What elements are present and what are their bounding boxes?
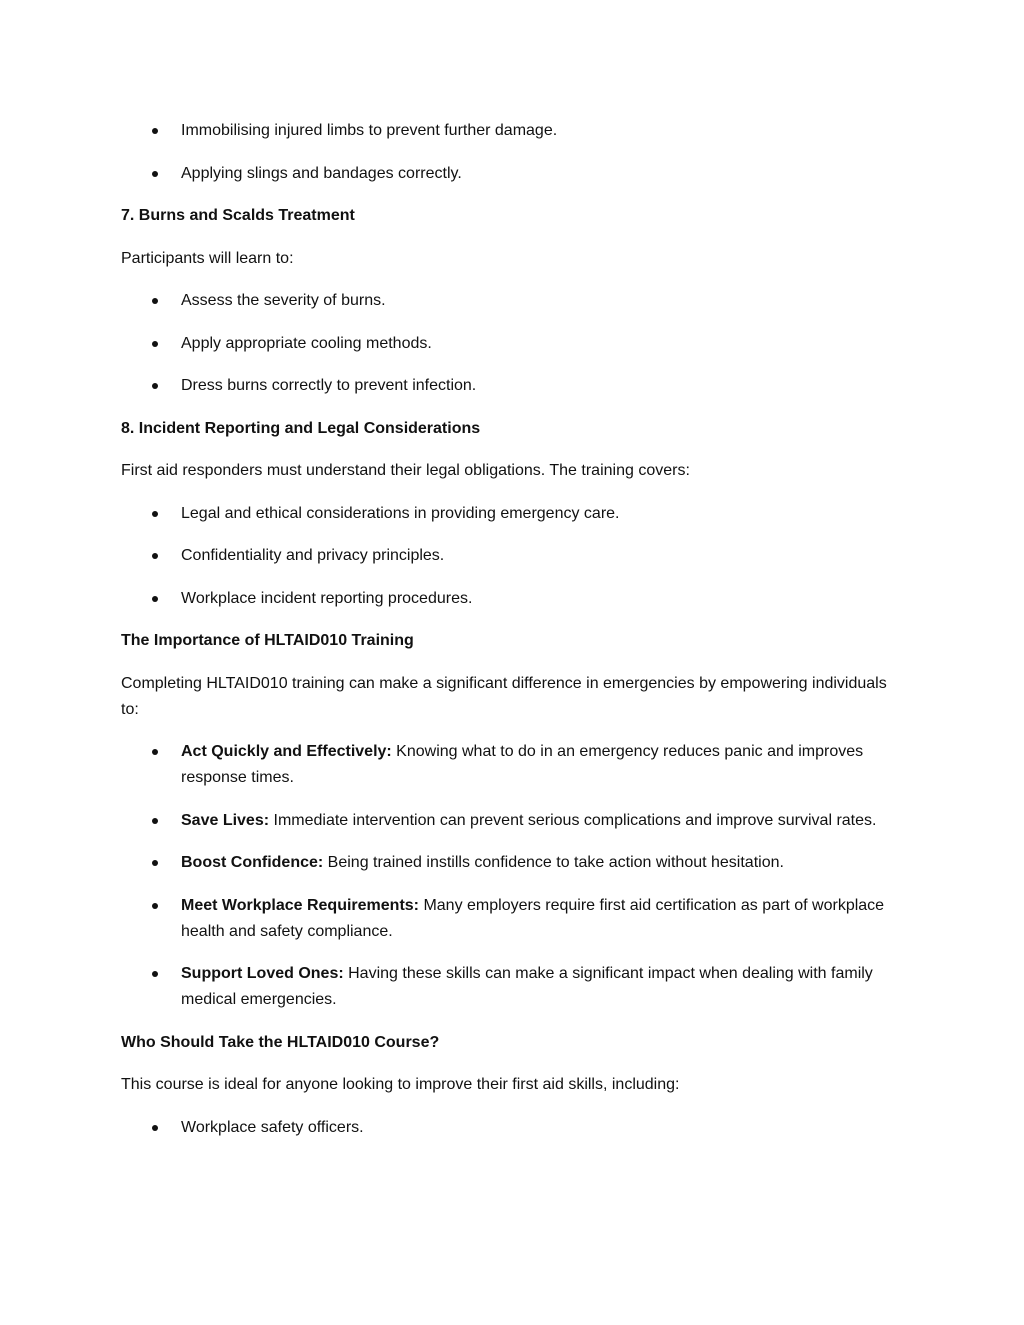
list-item — [121, 373, 901, 399]
section-intro-burns: Participants will learn to: — [121, 249, 294, 267]
section-intro-incident: First aid responders must understand their legal obligations. The training covers: — [121, 462, 690, 479]
list-item — [121, 586, 901, 612]
list-item-text: Apply appropriate cooling methods. — [181, 334, 432, 352]
list-item — [121, 808, 901, 834]
list-item-text: Confidentiality and privacy principles. — [181, 547, 445, 564]
list-item — [121, 161, 901, 187]
section-intro-who: This course is ideal for anyone looking to improve their first aid skills, including: — [121, 1076, 680, 1093]
list-item — [121, 543, 901, 569]
list-item — [121, 288, 901, 314]
bullet-icon — [152, 341, 158, 347]
bullet-icon — [152, 1125, 158, 1131]
bullet-icon — [152, 860, 158, 866]
bullet-list-importance — [121, 739, 901, 1013]
list-item — [121, 739, 901, 791]
list-item — [121, 1115, 901, 1141]
section-heading-who: Who Should Take the HLTAID010 Course? — [121, 1033, 440, 1051]
list-item-label: Act Quickly and Effectively: — [181, 743, 392, 760]
bullet-icon — [152, 128, 158, 134]
bullet-icon — [152, 298, 158, 304]
list-item-text: Assess the severity of burns. — [181, 292, 386, 309]
section-heading-incident: 8. Incident Reporting and Legal Considerations — [121, 419, 481, 437]
list-item — [121, 331, 901, 357]
section-heading-burns: 7. Burns and Scalds Treatment — [121, 207, 355, 224]
bullet-icon — [152, 511, 158, 517]
bullet-icon — [152, 553, 158, 559]
list-item-text: Applying slings and bandages correctly. — [181, 164, 462, 182]
list-item-text: Having these skills can make a significant impact when dealing with family medical emergencies. — [181, 965, 873, 1008]
bullet-list-burns — [121, 288, 901, 399]
list-item-text: Workplace safety officers. — [181, 1118, 364, 1136]
bullet-list-who — [121, 1115, 901, 1141]
list-item-text: Dress burns correctly to prevent infection. — [181, 377, 477, 394]
section-heading-importance: The Importance of HLTAID010 Training — [121, 632, 414, 649]
bullet-icon — [152, 383, 158, 389]
bullet-icon — [152, 971, 158, 977]
bullet-icon — [152, 749, 158, 755]
list-item — [121, 850, 901, 876]
bullet-list-incident — [121, 501, 901, 612]
list-item — [121, 961, 901, 1013]
list-item-label: Boost Confidence: — [181, 854, 324, 871]
list-item-text: Legal and ethical considerations in providing emergency care. — [181, 504, 620, 522]
bullet-icon — [152, 903, 158, 909]
bullet-icon — [152, 596, 158, 602]
list-item — [121, 501, 901, 527]
list-item-text: Many employers require first aid certification as part of workplace health and safety compliance. — [181, 896, 885, 940]
list-item — [121, 118, 901, 144]
section-intro-importance: Completing HLTAID010 training can make a significant difference in emergencies by empowering individuals to: — [121, 674, 887, 718]
document-content — [121, 118, 901, 1157]
list-item-text: Knowing what to do in an emergency reduces panic and improves response times. — [181, 743, 864, 786]
list-item — [121, 893, 901, 945]
list-item-label: Meet Workplace Requirements: — [181, 896, 419, 914]
bullet-icon — [152, 818, 158, 824]
bullet-list-top — [121, 118, 901, 187]
list-item-text: Being trained instills confidence to take action without hesitation. — [323, 854, 784, 871]
list-item-text: Workplace incident reporting procedures. — [181, 589, 473, 607]
list-item-text: Immediate intervention can prevent serious complications and improve survival rates. — [269, 811, 877, 829]
list-item-label: Save Lives: — [181, 811, 270, 829]
list-item-text: Immobilising injured limbs to prevent further damage. — [181, 122, 558, 139]
bullet-icon — [152, 171, 158, 177]
list-item-label: Support Loved Ones: — [181, 965, 344, 982]
